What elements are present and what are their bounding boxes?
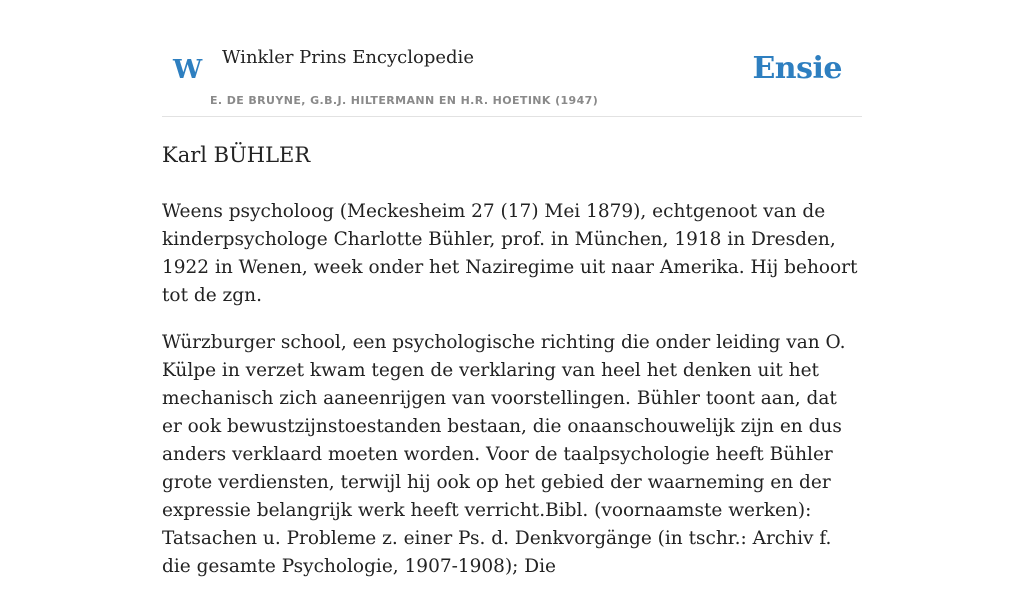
book-title[interactable]: Winkler Prins Encyclopedie — [222, 47, 474, 68]
ensie-logo[interactable]: Ensie — [752, 51, 842, 86]
winkler-prins-logo[interactable]: W — [173, 55, 203, 85]
article — [162, 138, 862, 600]
article-paragraph: Würzburger school, een psychologische richting die onder leiding van O. Külpe in verzet kwam tegen de verklaring van heel het denken uit het mechanisch zich aaneenrijgen van voorstellingen. Bühler toont aan, dat er ook bewustzijnstoestanden bestaan, die onaanschouwelijk zijn en dus anders verklaard moeten worden. Voor de taalpsychologie heeft Bühler grote verdiensten, terwijl hij ook op het gebied der waarneming en der expressie belangrijk werk heeft verricht.Bibl. (voornaamste werken): Tatsachen u. Probleme z. einer Ps. d. Denkvorgänge (in tschr.: Archiv f. die gesamte Psychologie, 1907-1908); Die — [162, 332, 846, 577]
page-header — [162, 0, 862, 117]
article-paragraph: Weens psycholoog (Meckesheim 27 (17) Mei 1879), echtgenoot van de kinderpsychologe Charlotte Bühler, prof. in München, 1918 in Dresden, 1922 in Wenen, week onder het Naziregime uit naar Amerika. Hij behoort tot de zgn. — [162, 201, 858, 306]
article-title: Karl BÜHLER — [162, 143, 311, 167]
book-authors: E. DE BRUYNE, G.B.J. HILTERMANN EN H.R. HOETINK (1947) — [210, 94, 599, 107]
